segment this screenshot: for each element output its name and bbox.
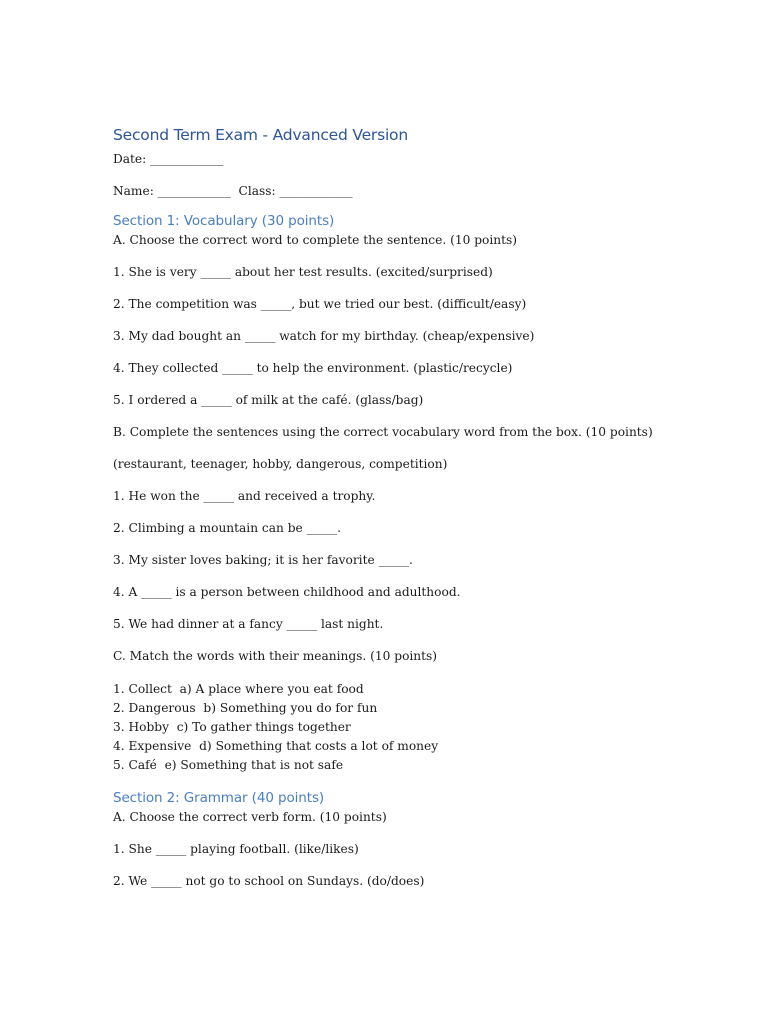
question-item: 5. I ordered a _____ of milk at the café. (glass/bag) [113, 393, 424, 407]
match-item: 5. Café e) Something that is not safe [113, 758, 344, 772]
match-item: 3. Hobby c) To gather things together [113, 720, 351, 734]
document-content [113, 124, 713, 889]
question-item: 5. We had dinner at a fancy _____ last night. [113, 617, 384, 631]
question-item: 4. They collected _____ to help the environment. (plastic/recycle) [113, 361, 513, 375]
question-item: 4. A _____ is a person between childhood and adulthood. [113, 585, 461, 599]
document-title: Second Term Exam - Advanced Version [113, 126, 408, 144]
match-item: 1. Collect a) A place where you eat food [113, 682, 364, 696]
section-2-heading: Section 2: Grammar (40 points) [113, 790, 325, 806]
match-item: 4. Expensive d) Something that costs a lot of money [113, 739, 439, 753]
question-item: 1. She is very _____ about her test results. (excited/surprised) [113, 265, 493, 279]
question-item: 3. My sister loves baking; it is her favorite _____. [113, 553, 413, 567]
section-2-part-a-instruction: A. Choose the correct verb form. (10 points) [113, 810, 387, 824]
match-item: 2. Dangerous b) Something you do for fun [113, 701, 378, 715]
name-class-line: Name: ____________ Class: ____________ [113, 184, 353, 198]
question-item: 2. We _____ not go to school on Sundays. (do/does) [113, 874, 425, 888]
word-box: (restaurant, teenager, hobby, dangerous, competition) [113, 457, 448, 471]
question-item: 3. My dad bought an _____ watch for my birthday. (cheap/expensive) [113, 329, 535, 343]
date-line: Date: ____________ [113, 152, 224, 166]
section-1-part-c-instruction: C. Match the words with their meanings. (10 points) [113, 649, 438, 663]
question-item: 2. The competition was _____, but we tried our best. (difficult/easy) [113, 297, 527, 311]
question-item: 1. She _____ playing football. (like/likes) [113, 842, 359, 856]
question-item: 2. Climbing a mountain can be _____. [113, 521, 341, 535]
section-1-heading: Section 1: Vocabulary (30 points) [113, 213, 335, 229]
section-1-part-a-instruction: A. Choose the correct word to complete the sentence. (10 points) [113, 233, 518, 247]
section-1-part-b-instruction: B. Complete the sentences using the correct vocabulary word from the box. (10 points) [113, 425, 653, 439]
question-item: 1. He won the _____ and received a trophy. [113, 489, 376, 503]
